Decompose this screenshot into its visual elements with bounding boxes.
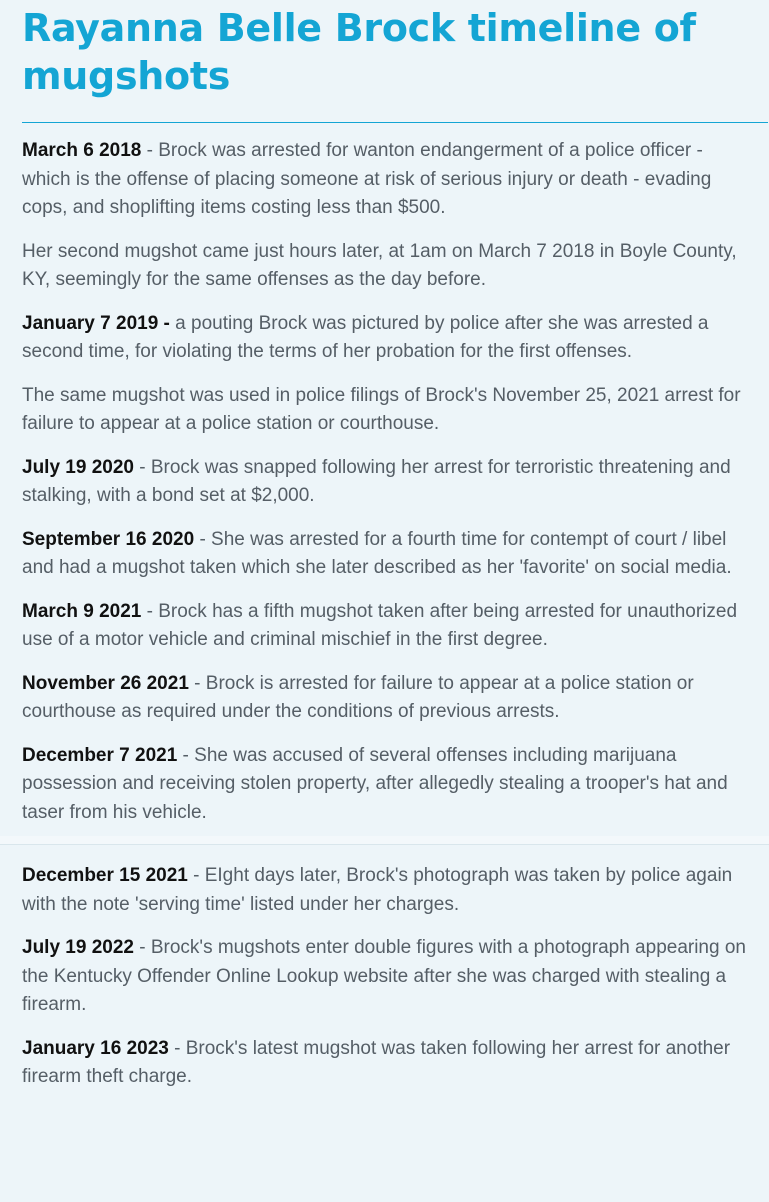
timeline-entry bbox=[22, 454, 756, 511]
entry-date: September 16 2020 bbox=[22, 528, 195, 550]
timeline-entry bbox=[22, 1035, 756, 1092]
entry-text: a pouting Brock was pictured by police after she was arrested a second time, for violating the terms of her probation for the first offenses. bbox=[22, 312, 709, 362]
entry-text: - EIght days later, Brock's photograph was taken by police again with the note 'serving time' listed under her charges. bbox=[22, 865, 733, 915]
entry-text: - Brock was arrested for wanton endangerment of a police officer - which is the offense of placing someone at risk of serious injury or death - evading cops, and shoplifting items costing less than $500. bbox=[22, 140, 712, 218]
timeline-entry bbox=[22, 137, 756, 223]
title-divider bbox=[22, 122, 768, 123]
timeline-entry bbox=[22, 742, 756, 828]
entry-date: July 19 2020 bbox=[22, 456, 134, 478]
timeline-entry bbox=[22, 238, 756, 295]
timeline-entry bbox=[22, 670, 756, 727]
entry-text: - Brock has a fifth mugshot taken after being arrested for unauthorized use of a motor vehicle and criminal mischief in the first degree. bbox=[22, 600, 738, 650]
entry-text: - She was arrested for a fourth time for contempt of court / libel and had a mugshot taken which she later described as her 'favorite' on social media. bbox=[22, 528, 732, 578]
entry-date: March 9 2021 bbox=[22, 600, 142, 622]
entry-date: July 19 2022 bbox=[22, 937, 134, 958]
entry-text: The same mugshot was used in police filings of Brock's November 25, 2021 arrest for failure to appear at a police station or courthouse. bbox=[22, 384, 741, 434]
entry-text: Her second mugshot came just hours later, at 1am on March 7 2018 in Boyle County, KY, seemingly for the same offenses as the day before. bbox=[22, 240, 737, 290]
timeline-entry bbox=[22, 934, 756, 1020]
timeline-entry bbox=[22, 382, 756, 439]
entry-date: March 6 2018 bbox=[22, 140, 142, 161]
entry-text: - She was accused of several offenses including marijuana possession and receiving stolen property, after allegedly stealing a trooper's hat and taser from his vehicle. bbox=[22, 744, 728, 823]
entry-text: - Brock's mugshots enter double figures with a photograph appearing on the Kentucky Offender Online Lookup website after she was charged with stealing a firearm. bbox=[22, 937, 746, 1015]
timeline-entry bbox=[22, 310, 756, 367]
entry-date: December 7 2021 bbox=[22, 744, 178, 766]
entry-text: - Brock is arrested for failure to appear at a police station or courthouse as required under the conditions of previous arrests. bbox=[22, 672, 694, 722]
entry-date: January 16 2023 bbox=[22, 1037, 169, 1059]
timeline-entry bbox=[22, 598, 756, 655]
entry-date: November 26 2021 bbox=[22, 672, 189, 694]
timeline-entry bbox=[22, 526, 756, 583]
section-break bbox=[0, 836, 769, 845]
page-title: Rayanna Belle Brock timeline of mugshots bbox=[22, 6, 696, 98]
entry-text: - Brock's latest mugshot was taken following her arrest for another firearm theft charge. bbox=[22, 1037, 731, 1087]
entry-text: - Brock was snapped following her arrest for terroristic threatening and stalking, with a bond set at $2,000. bbox=[22, 456, 731, 506]
timeline-entry bbox=[22, 862, 756, 919]
entry-date: January 7 2019 - bbox=[22, 312, 170, 334]
entry-date: December 15 2021 bbox=[22, 865, 188, 886]
